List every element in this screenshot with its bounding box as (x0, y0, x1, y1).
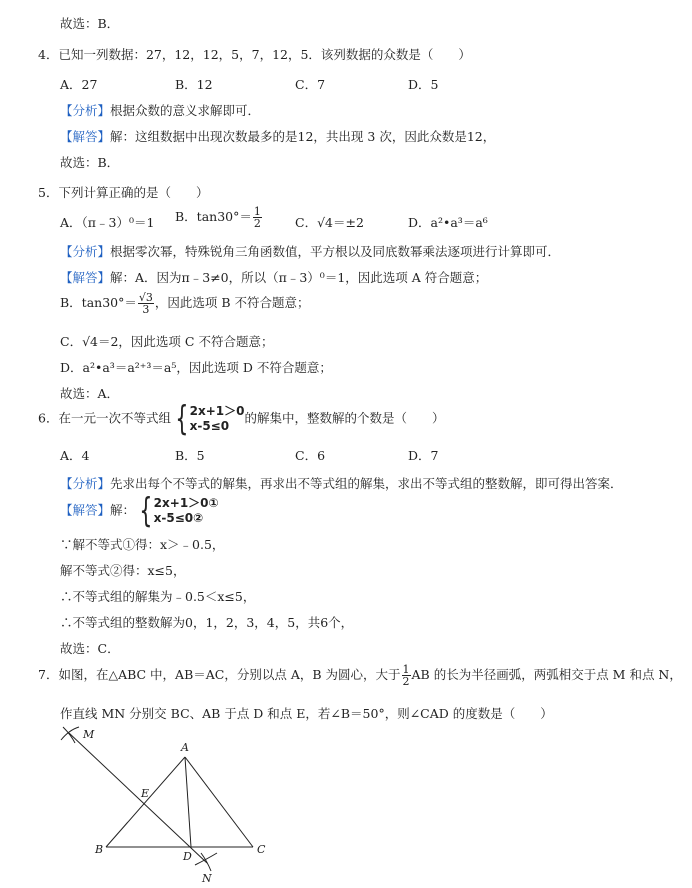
q6-option-c: C．6 (295, 448, 326, 463)
q4-answer: 【解答】解：这组数据中出现次数最多的是12，共出现 3 次，因此众数是12， (60, 129, 496, 144)
answer-tag: 【解答】 (60, 129, 111, 144)
q7-stem: 7．如图，在△ABC 中，AB＝AC，分别以点 A，B 为圆心，大于 $\frac{1}{2}$ AB 的长为半径画弧，两弧相交于点 M 和点 N， (38, 663, 682, 688)
q5-choice: 故选：A． (60, 386, 120, 401)
segment-ab (106, 757, 185, 847)
fraction: $\frac{1}{2}$ (253, 205, 261, 230)
label-e: E (141, 787, 150, 800)
q4-stem: 4．已知一列数据：27，12，12，5，7，12，5．该列数据的众数是（ ） (38, 47, 471, 62)
label-m: M (83, 728, 95, 741)
q5-option-d: D．a²•a³＝a⁶ (408, 215, 488, 230)
q5-answer: 【解答】解：A．因为π﹣3≠0，所以（π﹣3）⁰＝1，因此选项 A 符合题意； (60, 270, 488, 285)
label-c: C (257, 843, 266, 856)
inequality-system: 2x+1＞0① x-5≤0② (153, 496, 219, 525)
line-q3-end: 故选：B． (60, 16, 120, 31)
q5-analysis: 【分析】根据零次幂，特殊锐角三角函数值，平方根以及同底数幂乘法逐项进行计算即可． (60, 244, 561, 259)
label-a: A (181, 741, 189, 754)
q5-option-c: C．√4＝±2 (295, 215, 364, 230)
q4-analysis: 【分析】根据众数的意义求解即可． (60, 103, 261, 118)
q6-answer: 【解答】解： { 2x+1＞0① x-5≤0② (60, 491, 219, 531)
q4-choice: 故选：B． (60, 155, 120, 170)
q5-answer-d: D．a²•a³＝a²⁺³＝a⁵，因此选项 D 不符合题意； (60, 360, 332, 375)
q6-choice: 故选：C． (60, 641, 120, 656)
fraction: $\frac{1}{2}$ (402, 663, 410, 688)
q5-stem: 5．下列计算正确的是（ ） (38, 185, 209, 200)
analysis-tag: 【分析】 (60, 476, 111, 491)
segment-ad (185, 757, 191, 847)
segment-ac (185, 757, 253, 847)
analysis-tag: 【分析】 (60, 103, 111, 118)
q6-step-2: 解不等式②得：x≤5， (60, 563, 186, 578)
q6-step-1: ∵解不等式①得：x＞﹣0.5， (60, 537, 225, 552)
label-b: B (95, 843, 104, 856)
q5-answer-b: B．tan30°＝ $\frac{√3}{3}$ ，因此选项 B 不符合题意； (60, 291, 310, 316)
q6-option-b: B．5 (175, 448, 205, 463)
q5-option-b: B．tan30°＝ $\frac{1}{2}$ (175, 205, 261, 230)
fraction: $\frac{√3}{3}$ (138, 291, 153, 316)
q7-stem-line2: 作直线 MN 分别交 BC、AB 于点 D 和点 E，若∠B＝50°，则∠CAD 的度数是（ ） (60, 706, 553, 721)
q6-stem: 6．在一元一次不等式组 { 2x+1＞0 x-5≤0 的解集中，整数解的个数是（ ） (38, 399, 445, 439)
q4-option-c: C．7 (295, 77, 326, 92)
q6-option-a: A．4 (60, 448, 90, 463)
answer-tag: 【解答】 (60, 270, 111, 285)
q4-option-a: A．27 (60, 77, 98, 92)
q4-option-b: B．12 (175, 77, 213, 92)
label-n: N (202, 872, 212, 885)
q4-option-d: D．5 (408, 77, 439, 92)
label-d: D (183, 850, 192, 863)
answer-tag: 【解答】 (60, 502, 111, 518)
q6-option-d: D．7 (408, 448, 439, 463)
q6-step-4: ∴不等式组的整数解为0，1，2，3，4，5，共6个， (60, 615, 354, 630)
analysis-tag: 【分析】 (60, 244, 111, 259)
q6-analysis: 【分析】先求出每个不等式的解集，再求出不等式组的解集，求出不等式组的整数解，即可得出答案． (60, 476, 623, 491)
q5-answer-c: C．√4＝2，因此选项 C 不符合题意； (60, 334, 274, 349)
q5-option-a: A．（π﹣3）⁰＝1 (60, 215, 155, 230)
geometry-figure (55, 725, 295, 885)
q6-step-3: ∴不等式组的解集为﹣0.5＜x≤5， (60, 589, 256, 604)
inequality-system: 2x+1＞0 x-5≤0 (189, 404, 245, 433)
